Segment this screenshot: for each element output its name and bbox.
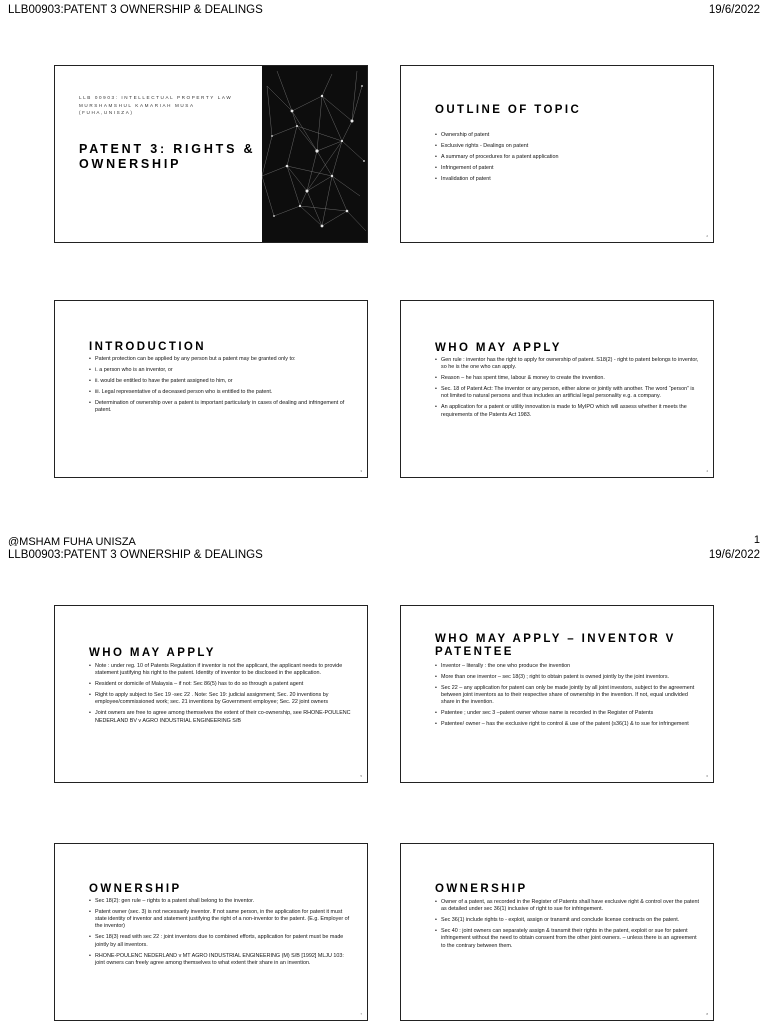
list-item: • Owner of a patent, as recorded in the Register of Patents shall have exclusive right & control over the patent as detailed under sec 36(1) inclusive of right to sue for infringement.: [435, 899, 701, 914]
slide-side-tag: [59, 612, 65, 658]
header-title: LLB00903:PATENT 3 OWNERSHIP & DEALINGS: [8, 4, 263, 16]
slide-ownership-1: [54, 843, 368, 1021]
slide-inventor-v-patentee: [400, 605, 714, 783]
list-item: • Joint owners are free to agree among themselves the extent of their co-ownership, see RHONE-POULENC NEDERLAND BV v AGRO INDUSTRIAL ENGINEERING S/B: [89, 710, 355, 725]
footer-page-number: 1: [753, 534, 760, 546]
list-item: • Sec 18(3) read with sec 22 : joint inventors due to combined efforts, application for patent must be made jointly by all inventors.: [89, 934, 355, 949]
list-item: • Invalidation of patent: [435, 176, 701, 183]
slide-title: [54, 65, 368, 243]
slide-heading: OUTLINE OF TOPIC: [435, 104, 582, 116]
course-info: [79, 94, 249, 116]
list-item: • Infringement of patent: [435, 165, 701, 172]
slide-side-tag: [405, 612, 411, 658]
slide-page-number: 7: [360, 1012, 362, 1016]
list-item: • Ownership of patent: [435, 132, 701, 139]
list-item: • Reason – he has spent time, labour & money to create the invention.: [435, 375, 701, 382]
list-item: • More than one inventor – sec 18(3) ; right to obtain patent is owned jointly by the joint inventors.: [435, 674, 701, 681]
footer-credit: @MSHAM FUHA UNISZA: [8, 536, 136, 546]
bullet-list: [89, 663, 355, 728]
header-date: 19/6/2022: [708, 4, 760, 16]
slide-side-tag: [59, 72, 65, 118]
list-item: • Right to apply subject to Sec 19 -sec 22 . Note: Sec 19: judicial assignment; Sec. 20 inventions by employee/commissioned work; sec. 21 inventions by Government employee; Sec. 22 joint owners: [89, 692, 355, 707]
slide-page-number: 6: [706, 774, 708, 778]
slide-ownership-2: [400, 843, 714, 1021]
list-item: • Sec 18(2): gen rule – rights to a patent shall belong to the inventor.: [89, 898, 355, 905]
header-title: LLB00903:PATENT 3 OWNERSHIP & DEALINGS: [8, 549, 263, 561]
bullet-list: [435, 663, 701, 732]
course-name: LLB 00903: INTELLECTUAL PROPERTY LAW: [79, 95, 233, 100]
bullet-list: [435, 132, 701, 186]
list-item: • Patentee/ owner – has the exclusive right to control & use of the patent (s36(1) & to sue for infringement: [435, 721, 701, 728]
slide-introduction: [54, 300, 368, 478]
list-item: • Exclusive rights - Dealings on patent: [435, 143, 701, 150]
slide-heading: OWNERSHIP: [435, 883, 528, 895]
list-item: • RHONE-POULENC NEDERLAND v MT AGRO INDUSTRIAL ENGINEERING (M) S/B [1992] MLJU 103: joint owners can freely agree among themselves to what extent their share in an invention.: [89, 953, 355, 968]
list-item: • A summary of procedures for a patent application: [435, 154, 701, 161]
slide-side-tag: [405, 307, 411, 353]
slide-heading: WHO MAY APPLY: [435, 342, 562, 354]
header-date: 19/6/2022: [708, 549, 760, 561]
page-header-2: [0, 545, 768, 565]
list-item: • Resident or domicile of Malaysia – if not: Sec 86(5) has to do so through a patent agent: [89, 681, 355, 688]
page-footer-1: [0, 532, 768, 546]
slide-heading: OWNERSHIP: [89, 883, 182, 895]
list-item: • Patent protection can be applied by any person but a patent may be granted only to:: [89, 356, 355, 363]
slide-outline: [400, 65, 714, 243]
list-item: • i. a person who is an inventor, or: [89, 367, 355, 374]
slide-page-number: 4: [706, 469, 708, 473]
bullet-list: [89, 356, 355, 418]
list-item: • iii. Legal representative of a deceased person who is entitled to the patent.: [89, 389, 355, 396]
slide-who-may-apply: [400, 300, 714, 478]
list-item: • Determination of ownership over a patent is important particularly in cases of dealing and infringement of patent.: [89, 400, 355, 415]
list-item: • Sec 22 – any application for patent can only be made jointly by all joint investors, subject to the agreement between joint inventors as to their respective share of ownership in the invention. If not, equal undivided share in the invention.: [435, 685, 701, 707]
bullet-list: [435, 899, 701, 954]
list-item: • An application for a patent or utility innovation is made to MyIPO which will assess whether it meets the requirements of the Patents Act 1983.: [435, 404, 701, 419]
list-item: • Sec 40 : joint owners can separately assign & transmit their rights in the patent, exploit or sue for patent infringement without the need to obtain consent from the other joint owners. – unless there is an agreement to the contrary between them.: [435, 928, 701, 950]
page-header-1: [0, 0, 768, 20]
presentation-title: PATENT 3: RIGHTS & OWNERSHIP: [79, 142, 256, 171]
slide-page-number: 2: [706, 234, 708, 238]
list-item: • Patent owner (sec. 3) is not necessarily inventor. If not same person, in the application for patent it must state identity of inventor and statement justifying the right of a non-inventor to the patent. (E.g. Employer of the inventor): [89, 909, 355, 931]
slide-page-number: 3: [360, 469, 362, 473]
slide-side-tag: [405, 850, 411, 896]
slide-heading: INTRODUCTION: [89, 341, 206, 353]
slide-side-tag: [59, 850, 65, 896]
list-item: • Inventor – literally : the one who produce the invention: [435, 663, 701, 670]
list-item: • Gen rule : inventor has the right to apply for ownership of patent. S18(2) - right to patent belongs to inventor, so he is the one who can apply.: [435, 357, 701, 372]
bullet-list: [435, 357, 701, 422]
slide-heading: WHO MAY APPLY – INVENTOR V PATENTEE: [435, 633, 676, 658]
list-item: • Sec. 18 of Patent Act: The inventor or any person, either alone or jointly with another. The word “person” is not limited to natural persons and thus includes an artificial legal personality e.g. a company.: [435, 386, 701, 401]
list-item: • Patentee ; under sec 3 –patent owner whose name is recorded in the Register of Patents: [435, 710, 701, 717]
slide-side-tag: [59, 307, 65, 353]
list-item: • Note : under reg. 10 of Patents Regulation if inventor is not the applicant, the applicant needs to provide statement justifying his right to the patent. Identity of inventor to be disclosed in the application.: [89, 663, 355, 678]
slide-who-may-apply-2: [54, 605, 368, 783]
slide-page-number: 5: [360, 774, 362, 778]
slide-heading: WHO MAY APPLY: [89, 647, 216, 659]
list-item: • ii. would be entitled to have the patent assigned to him, or: [89, 378, 355, 385]
slide-page-number: 8: [706, 1012, 708, 1016]
slide-side-tag: [405, 72, 411, 118]
list-item: • Sec 36(1) include rights to - exploit, assign or transmit and conclude license contracts on the patent.: [435, 917, 701, 924]
network-graphic-image: [262, 66, 367, 242]
author-name: MURSHAMSHUL KAMARIAH MUSA (FUHA,UNISZA): [79, 103, 195, 115]
bullet-list: [89, 898, 355, 971]
